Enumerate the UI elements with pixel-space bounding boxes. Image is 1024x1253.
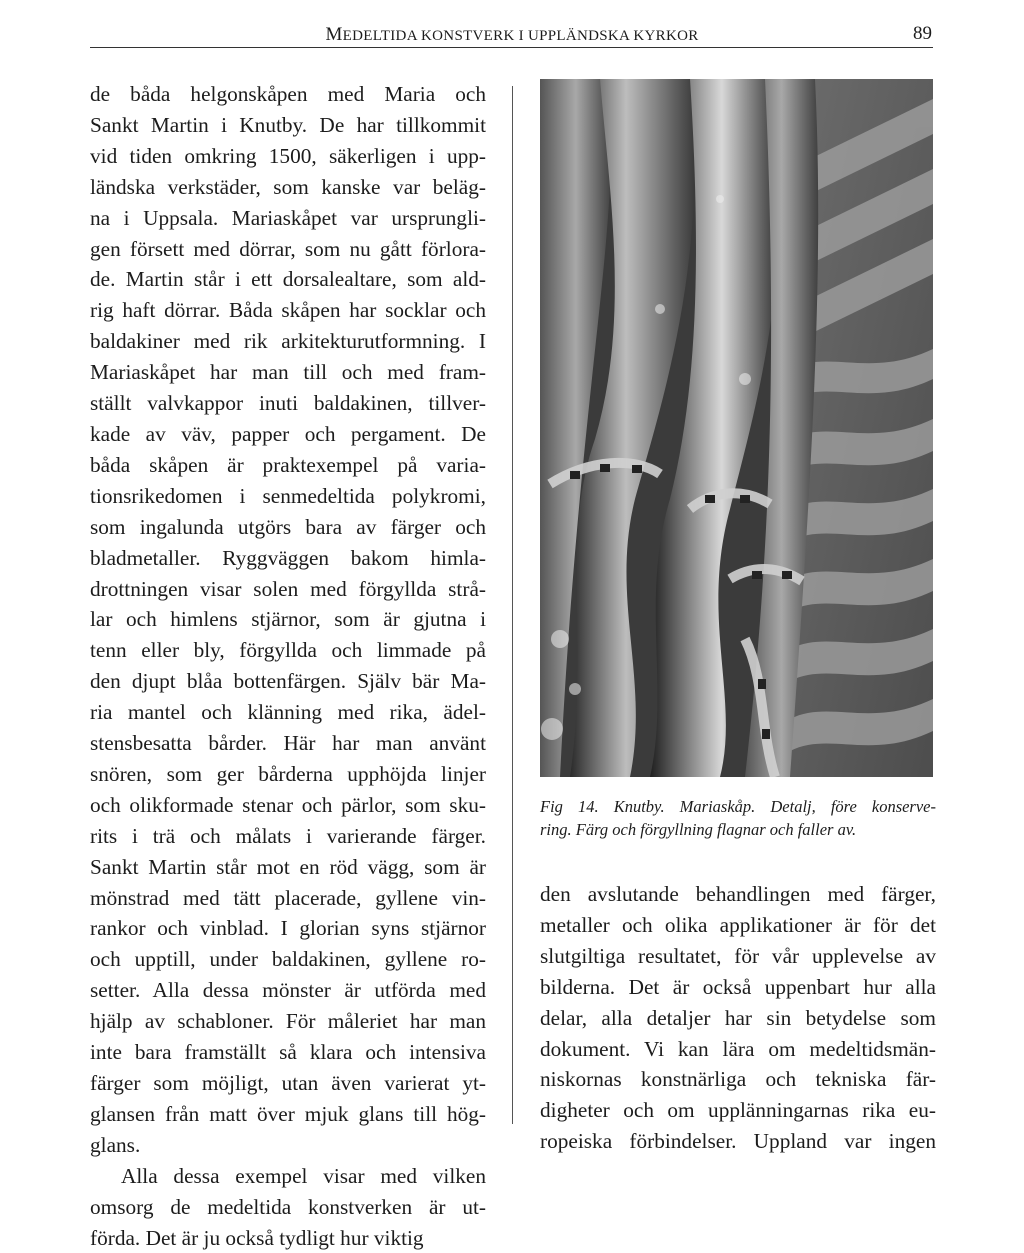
- text-line: de. Martin står i ett dorsalealtare, som ald-: [90, 267, 486, 292]
- text-line: och upptill, under baldakinen, gyllene ro-: [90, 947, 486, 972]
- text-line: tionsrikedomen i senmedeltida polykromi,: [90, 483, 486, 508]
- running-header: [0, 24, 1024, 46]
- figure-caption: [540, 795, 936, 841]
- caption-line: ring. Färg och förgyllning flagnar och faller av.: [540, 820, 857, 839]
- text-line: lar och himlens stjärnor, som är gjutna i: [90, 607, 486, 632]
- text-line: ställt valvkappor inuti baldakinen, tillver-: [90, 391, 486, 416]
- text-line: gen försett med dörrar, som nu gått förlora-: [90, 236, 486, 261]
- text-line: som ingalunda utgörs bara av färger och: [90, 514, 486, 539]
- text-line: förda. Det är ju också tydligt hur viktig: [90, 1225, 424, 1250]
- text-line: bilderna. Det är också uppenbart hur alla: [540, 974, 936, 999]
- text-line: drottningen visar solen med förgyllda strå-: [90, 576, 486, 601]
- figure-photo: [540, 79, 933, 777]
- text-line: omsorg de medeltida konstverken är ut-: [90, 1194, 486, 1219]
- text-line: Mariaskåpet har man till och med fram-: [90, 360, 486, 385]
- text-line: rits i trä och målats i varierande färger.: [90, 823, 486, 848]
- text-line: ria mantel och klänning med rika, ädel-: [90, 700, 486, 725]
- text-line: setter. Alla dessa mönster är utförda med: [90, 978, 486, 1003]
- text-line: baldakiner med rik arkitekturutformning. I: [90, 329, 486, 354]
- text-line: kade av väv, papper och pergament. De: [90, 421, 486, 446]
- text-line: na i Uppsala. Mariaskåpet var ursprungli-: [90, 205, 486, 230]
- text-line: inte bara framställt så klara och intensiva: [90, 1040, 486, 1065]
- page-number: 89: [913, 23, 932, 44]
- photo-drapery-detail: [540, 79, 933, 777]
- text-line: bladmetaller. Ryggväggen bakom himla-: [90, 545, 486, 570]
- text-line: stensbesatta bårder. Här har man använt: [90, 731, 486, 756]
- text-line: Alla dessa exempel visar med vilken: [121, 1163, 486, 1188]
- text-line: den avslutande behandlingen med färger,: [540, 882, 936, 906]
- text-line: Sankt Martin i Knutby. De har tillkommit: [90, 112, 486, 137]
- text-line: den djupt blåa bottenfärgen. Själv bär Ma-: [90, 669, 486, 694]
- text-line: färger som möjligt, utan även varierat yt-: [90, 1071, 486, 1095]
- text-line: rankor och vinblad. I glorian syns stjärnor: [90, 916, 486, 941]
- header-rule: [90, 47, 933, 48]
- column-divider: [512, 86, 513, 1124]
- text-line: snören, som ger bårderna upphöjda linjer: [90, 761, 486, 786]
- text-line: glans.: [90, 1132, 141, 1157]
- text-line: metaller och olika applikationer är för det: [540, 912, 936, 937]
- text-line: båda skåpen är praktexempel på varia-: [90, 452, 486, 477]
- text-line: niskornas konstnärliga och tekniska fär-: [540, 1067, 936, 1092]
- text-line: och olikformade stenar och pärlor, som sku-: [90, 792, 486, 817]
- running-header-text: EDELTIDA KONSTVERK I UPPLÄNDSKA KYRKOR: [342, 28, 699, 44]
- text-line: ropeiska förbindelser. Uppland var ingen: [540, 1129, 936, 1154]
- text-line: digheter och om upplänningarnas rika eu-: [540, 1098, 936, 1123]
- text-line: dokument. Vi kan lära om medeltidsmän-: [540, 1036, 936, 1061]
- text-line: hjälp av schabloner. För måleriet har man: [90, 1009, 486, 1034]
- text-line: glansen från matt över mjuk glans till hög-: [90, 1101, 486, 1126]
- text-line: vid tiden omkring 1500, säkerligen i upp-: [90, 143, 486, 168]
- text-line: rig haft dörrar. Båda skåpen har socklar och: [90, 298, 486, 323]
- text-line: ländska verkstäder, som kanske var beläg-: [90, 174, 486, 199]
- caption-line: Fig 14. Knutby. Mariaskåp. Detalj, före konserve-: [540, 797, 936, 816]
- text-line: tenn eller bly, förgyllda och limmade på: [90, 638, 486, 663]
- text-line: delar, alla detaljer har sin betydelse som: [540, 1005, 936, 1030]
- right-text-column: [540, 879, 936, 1157]
- text-line: mönstrad med tätt placerade, gyllene vin-: [90, 885, 486, 910]
- text-line: de båda helgonskåpen med Maria och: [90, 82, 486, 106]
- text-line: Sankt Martin står mot en röd vägg, som är: [90, 854, 486, 879]
- running-header-initial: M: [325, 24, 343, 45]
- left-text-column: [90, 79, 486, 1253]
- text-line: slutgiltiga resultatet, för vår upplevelse av: [540, 943, 936, 968]
